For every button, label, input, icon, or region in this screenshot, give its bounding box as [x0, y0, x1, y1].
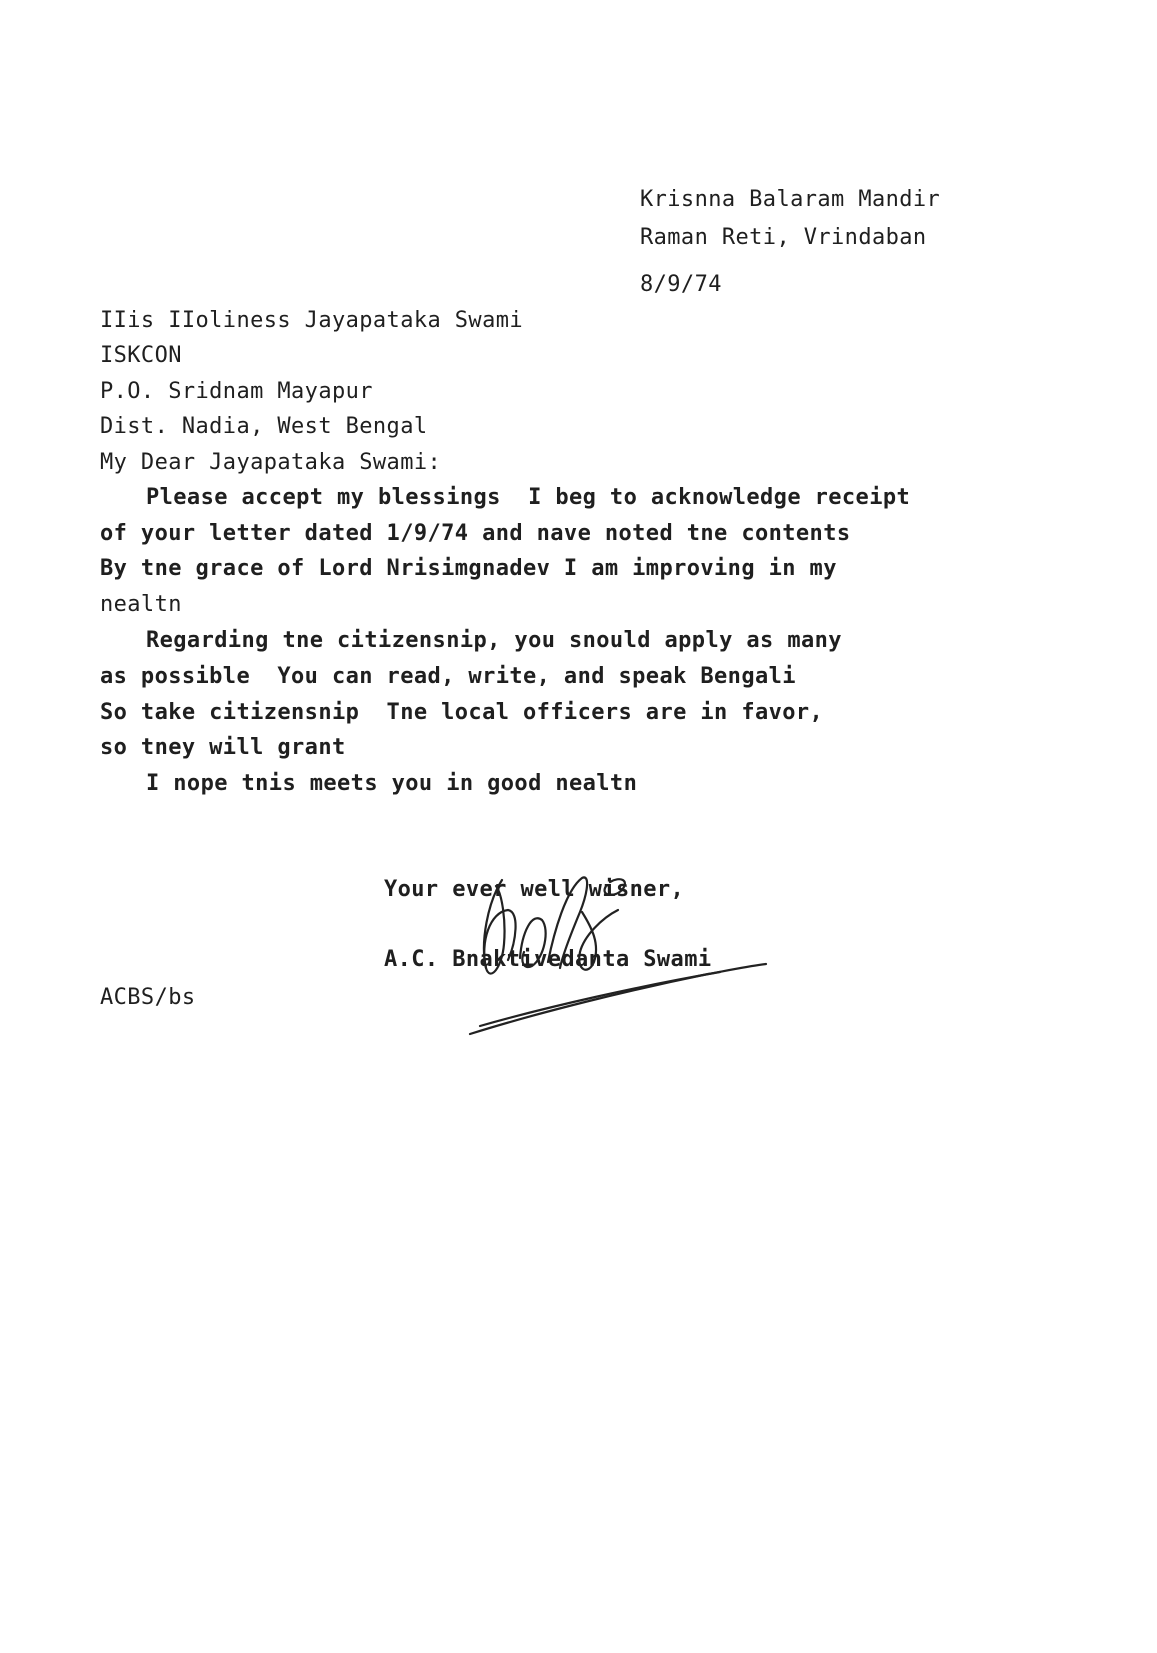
recipient-address-line-1: P.O. Sridnam Mayapur	[100, 379, 373, 404]
body-paragraph-3-line-1: I nope tnis meets you in good nealtn	[146, 771, 638, 796]
sender-address-line-2: Raman Reti, Vrindaban	[640, 225, 927, 250]
body-paragraph-2-line-4: so tney will grant	[100, 735, 346, 760]
body-paragraph-1-line-3: By tne grace of Lord Nrisimgnadev I am improving in my	[100, 556, 837, 581]
reference-initials: ACBS/bs	[100, 985, 196, 1010]
signature-icon	[450, 872, 810, 1062]
body-paragraph-1-line-2: of your letter dated 1/9/74 and nave noted tne contents	[100, 521, 851, 546]
body-paragraph-1-line-4: nealtn	[100, 592, 182, 617]
salutation: My Dear Jayapataka Swami:	[100, 450, 442, 475]
recipient-organization: ISKCON	[100, 343, 182, 368]
handwritten-signature	[450, 872, 810, 1062]
letter-date: 8/9/74	[640, 272, 722, 297]
body-paragraph-2-line-2: as possible You can read, write, and speak Bengali	[100, 664, 796, 689]
recipient-name: IIis IIoliness Jayapataka Swami	[100, 308, 523, 333]
sender-address-line-1: Krisnna Balaram Mandir	[640, 187, 941, 212]
body-paragraph-2-line-1: Regarding tne citizensnip, you snould apply as many	[146, 628, 842, 653]
valediction: Your ever well wisner,	[384, 877, 685, 902]
recipient-address-line-2: Dist. Nadia, West Bengal	[100, 414, 428, 439]
body-paragraph-1-line-1: Please accept my blessings I beg to acknowledge receipt	[146, 485, 911, 510]
body-paragraph-2-line-3: So take citizensnip Tne local officers are in favor,	[100, 700, 824, 725]
signer-name: A.C. Bnaktivedanta Swami	[384, 947, 712, 972]
